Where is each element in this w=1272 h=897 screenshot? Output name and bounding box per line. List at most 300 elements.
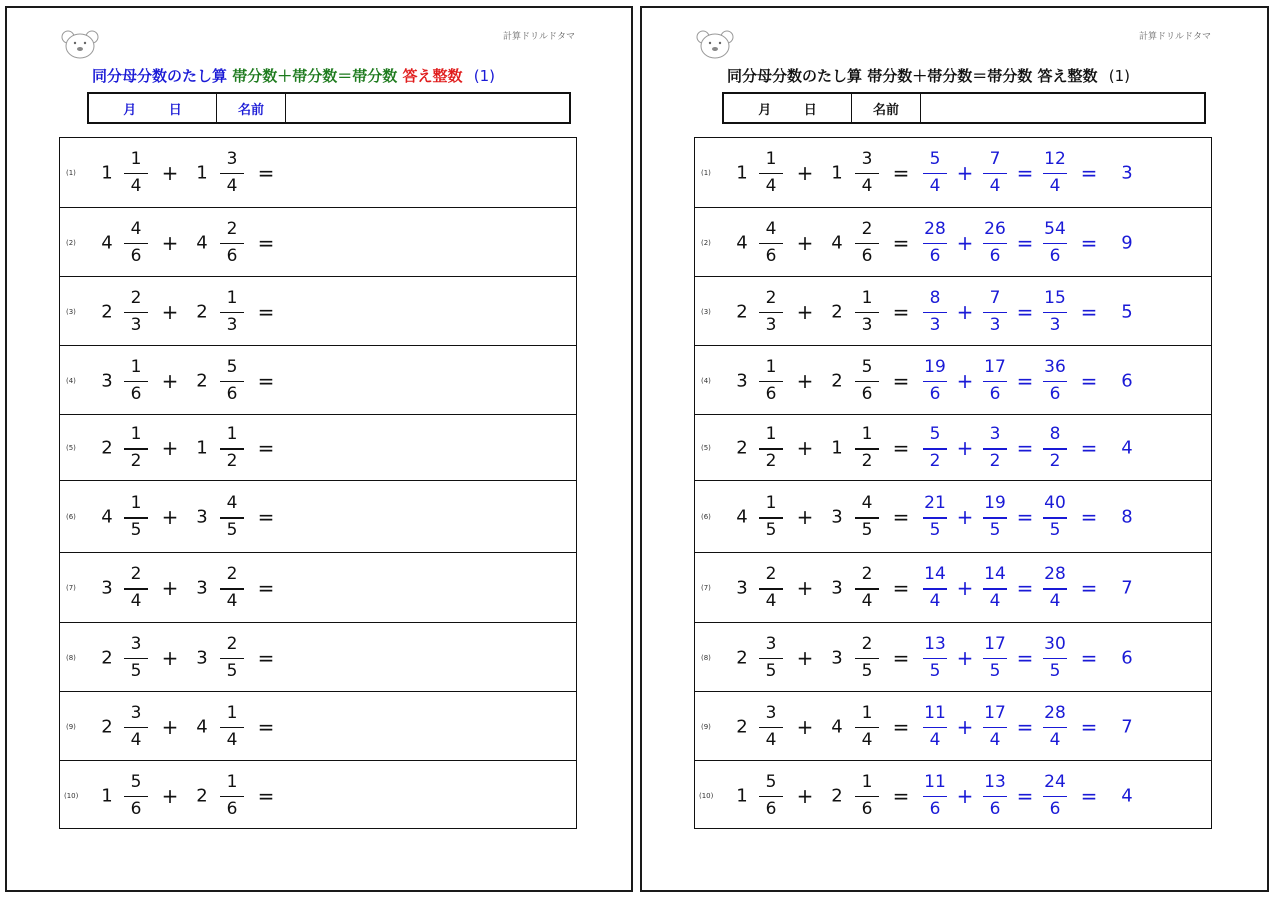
fraction-b (853, 287, 881, 337)
equals-sign: = (1016, 783, 1034, 808)
fraction-a-numerator: 2 (765, 564, 777, 584)
answer-value: 7 (1121, 577, 1133, 599)
fraction-a-numerator: 1 (765, 424, 777, 444)
improper-sum-numerator: 54 (1044, 218, 1066, 239)
fraction-b (853, 771, 881, 821)
fraction-a (757, 218, 785, 268)
improper-a-numerator: 14 (924, 564, 946, 584)
fraction-b (218, 287, 246, 337)
fraction-b-denominator: 5 (861, 520, 873, 540)
whole-a: 3 (101, 370, 113, 391)
name-label: 名前 (852, 94, 921, 122)
problem-row (695, 760, 1211, 829)
improper-a-numerator: 8 (929, 287, 941, 308)
improper-a-denominator: 6 (929, 245, 941, 266)
fraction-b-numerator: 3 (861, 148, 873, 169)
whole-b: 2 (196, 370, 208, 391)
improper-sum-denominator: 6 (1049, 383, 1061, 404)
plus-sign: + (796, 160, 814, 185)
improper-a-numerator: 19 (924, 356, 946, 377)
title-answer-type: 答え整数 (1037, 67, 1098, 85)
fraction-b (218, 702, 246, 752)
problem-row (695, 276, 1211, 345)
plus-sign: + (956, 299, 974, 324)
improper-b-numerator: 26 (984, 218, 1006, 239)
improper-b-denominator: 4 (989, 175, 1001, 196)
fraction-b-numerator: 1 (861, 702, 873, 723)
equals-sign: = (892, 436, 910, 460)
improper-a (921, 563, 949, 613)
month-label: 月 (123, 102, 137, 118)
equals-sign: = (257, 436, 275, 460)
fraction-a (122, 563, 150, 613)
whole-a: 2 (101, 647, 113, 668)
problem-number: (6) (66, 513, 76, 521)
problem-row (695, 622, 1211, 691)
plus-sign: + (161, 299, 179, 324)
fraction-a-denominator: 4 (765, 729, 777, 750)
whole-b: 1 (831, 437, 843, 459)
equals-sign: = (257, 783, 275, 808)
fraction-a-numerator: 4 (765, 218, 777, 239)
improper-a (921, 423, 949, 473)
fraction-a-denominator: 6 (130, 798, 142, 819)
improper-b-numerator: 17 (984, 633, 1006, 654)
problem-row (60, 691, 576, 760)
problem-number: (9) (701, 722, 711, 731)
improper-sum-numerator: 24 (1044, 771, 1066, 792)
improper-sum-denominator: 4 (1049, 729, 1061, 750)
improper-a-denominator: 3 (929, 314, 941, 335)
fraction-b-numerator: 5 (226, 356, 238, 377)
improper-b (981, 356, 1009, 406)
fraction-b-denominator: 5 (226, 660, 238, 681)
problem-grid (59, 137, 577, 829)
fraction-a-denominator: 6 (765, 798, 777, 819)
whole-a: 2 (101, 716, 113, 737)
problem-number: (4) (66, 376, 76, 385)
improper-b-denominator: 4 (989, 591, 1001, 611)
whole-a: 2 (101, 437, 113, 459)
improper-a-denominator: 2 (929, 451, 941, 471)
fraction-a-denominator: 6 (130, 245, 142, 266)
bear-logo-icon (59, 28, 101, 60)
improper-sum-denominator: 4 (1049, 175, 1061, 196)
fraction-b (218, 563, 246, 613)
plus-sign: + (161, 368, 179, 393)
fraction-a-denominator: 5 (130, 520, 142, 540)
fraction-a (757, 423, 785, 473)
equals-sign: = (892, 160, 910, 185)
improper-sum (1041, 287, 1069, 337)
fraction-b-denominator: 6 (861, 245, 873, 266)
equals-sign: = (1080, 714, 1098, 739)
equals-sign: = (1016, 368, 1034, 393)
problem-number: (6) (701, 513, 711, 521)
problem-number: (10) (64, 791, 79, 800)
improper-sum (1041, 633, 1069, 683)
fraction-a-denominator: 4 (765, 175, 777, 196)
improper-a-numerator: 13 (924, 633, 946, 654)
plus-sign: + (161, 576, 179, 600)
plus-sign: + (161, 714, 179, 739)
problem-number: (8) (701, 653, 711, 662)
improper-sum-denominator: 5 (1049, 660, 1061, 681)
improper-b-numerator: 7 (989, 287, 1001, 308)
date-cell (89, 94, 217, 122)
whole-b: 3 (196, 577, 208, 599)
improper-b (981, 148, 1009, 198)
fraction-a-numerator: 1 (765, 148, 777, 169)
plus-sign: + (956, 230, 974, 255)
whole-b: 1 (831, 162, 843, 183)
improper-b-denominator: 4 (989, 729, 1001, 750)
improper-b (981, 218, 1009, 268)
plus-sign: + (956, 783, 974, 808)
month-label: 月 (758, 102, 772, 118)
plus-sign: + (161, 436, 179, 460)
whole-b: 4 (196, 716, 208, 737)
equals-sign: = (1080, 505, 1098, 529)
name-field[interactable] (921, 94, 1204, 122)
fraction-a-denominator: 5 (765, 520, 777, 540)
name-date-box (87, 92, 571, 124)
fraction-a-denominator: 4 (130, 175, 142, 196)
fraction-b-numerator: 1 (226, 771, 238, 792)
fraction-b-denominator: 4 (861, 591, 873, 611)
problem-number: (8) (66, 653, 76, 662)
whole-b: 4 (831, 232, 843, 253)
equals-sign: = (257, 368, 275, 393)
plus-sign: + (796, 299, 814, 324)
fraction-b-denominator: 6 (226, 245, 238, 266)
whole-a: 3 (101, 577, 113, 599)
fraction-b (853, 423, 881, 473)
day-label: 日 (168, 102, 182, 118)
improper-sum-numerator: 30 (1044, 633, 1066, 654)
improper-b-denominator: 3 (989, 314, 1001, 335)
improper-sum (1041, 218, 1069, 268)
worksheet-title (92, 65, 495, 86)
fraction-b (853, 492, 881, 542)
improper-sum (1041, 148, 1069, 198)
fraction-a-numerator: 1 (130, 493, 142, 513)
fraction-b (218, 423, 246, 473)
fraction-a (757, 563, 785, 613)
fraction-a-numerator: 2 (765, 287, 777, 308)
fraction-b (853, 148, 881, 198)
whole-a: 2 (736, 301, 748, 322)
improper-a-denominator: 4 (929, 175, 941, 196)
fraction-b-denominator: 4 (226, 591, 238, 611)
equals-sign: = (892, 783, 910, 808)
fraction-a-denominator: 4 (765, 591, 777, 611)
fraction-b-denominator: 3 (226, 314, 238, 335)
whole-b: 1 (196, 437, 208, 459)
fraction-a-numerator: 3 (765, 633, 777, 654)
problem-number: (7) (66, 584, 76, 592)
whole-a: 2 (736, 647, 748, 668)
whole-a: 4 (736, 506, 748, 528)
plus-sign: + (161, 160, 179, 185)
answer-sheet (640, 6, 1269, 892)
fraction-b (853, 563, 881, 613)
whole-b: 3 (831, 647, 843, 668)
problem-row (60, 138, 576, 207)
fraction-a-numerator: 1 (130, 424, 142, 444)
equals-sign: = (257, 160, 275, 185)
improper-sum-denominator: 5 (1049, 520, 1061, 540)
improper-b (981, 287, 1009, 337)
problem-row (60, 552, 576, 622)
improper-b-numerator: 3 (989, 424, 1001, 444)
fraction-b-numerator: 4 (226, 493, 238, 513)
fraction-b-denominator: 4 (861, 729, 873, 750)
problem-number: (5) (701, 444, 711, 452)
fraction-a-numerator: 3 (765, 702, 777, 723)
improper-sum-numerator: 28 (1044, 564, 1066, 584)
fraction-b (853, 356, 881, 406)
fraction-b-numerator: 2 (226, 218, 238, 239)
fraction-a (757, 771, 785, 821)
title-number: (1) (473, 67, 495, 85)
improper-b-numerator: 17 (984, 356, 1006, 377)
problem-number: (3) (701, 307, 711, 316)
fraction-a-numerator: 1 (130, 148, 142, 169)
improper-b (981, 492, 1009, 542)
improper-a (921, 287, 949, 337)
improper-b-numerator: 7 (989, 148, 1001, 169)
equals-sign: = (257, 714, 275, 739)
improper-b-numerator: 14 (984, 564, 1006, 584)
whole-b: 3 (831, 506, 843, 528)
name-field[interactable] (286, 94, 569, 122)
whole-b: 4 (831, 716, 843, 737)
fraction-b-denominator: 6 (861, 383, 873, 404)
whole-a: 2 (101, 301, 113, 322)
problem-row (695, 138, 1211, 207)
equals-sign: = (1080, 299, 1098, 324)
fraction-a-numerator: 1 (765, 493, 777, 513)
improper-sum (1041, 423, 1069, 473)
fraction-b-denominator: 3 (861, 314, 873, 335)
improper-sum-numerator: 12 (1044, 148, 1066, 169)
equals-sign: = (1080, 230, 1098, 255)
plus-sign: + (796, 576, 814, 600)
fraction-a (122, 218, 150, 268)
whole-b: 2 (831, 370, 843, 391)
improper-sum (1041, 702, 1069, 752)
equals-sign: = (1016, 714, 1034, 739)
fraction-a (122, 423, 150, 473)
fraction-b-numerator: 2 (226, 633, 238, 654)
plus-sign: + (796, 714, 814, 739)
fraction-a (122, 148, 150, 198)
plus-sign: + (161, 505, 179, 529)
equals-sign: = (892, 645, 910, 670)
fraction-a (757, 287, 785, 337)
fraction-b-denominator: 4 (226, 729, 238, 750)
equals-sign: = (892, 368, 910, 393)
fraction-b-numerator: 1 (226, 702, 238, 723)
equals-sign: = (892, 576, 910, 600)
improper-b-denominator: 2 (989, 451, 1001, 471)
equals-sign: = (1016, 576, 1034, 600)
title-number: (1) (1108, 67, 1130, 85)
whole-a: 1 (736, 162, 748, 183)
answer-value: 7 (1121, 716, 1133, 737)
improper-b (981, 563, 1009, 613)
whole-a: 4 (101, 506, 113, 528)
whole-b: 2 (196, 301, 208, 322)
whole-b: 3 (196, 506, 208, 528)
plus-sign: + (956, 160, 974, 185)
problem-row (60, 622, 576, 691)
plus-sign: + (796, 368, 814, 393)
equals-sign: = (257, 645, 275, 670)
problem-row (60, 414, 576, 480)
plus-sign: + (796, 436, 814, 460)
problem-row (60, 760, 576, 829)
fraction-a-denominator: 5 (130, 660, 142, 681)
improper-a-denominator: 5 (929, 520, 941, 540)
problem-number: (1) (66, 168, 76, 177)
title-topic: 同分母分数のたし算 (92, 67, 228, 85)
problem-number: (10) (699, 791, 714, 800)
fraction-a-numerator: 3 (130, 702, 142, 723)
problem-row (60, 345, 576, 414)
answer-value: 5 (1121, 301, 1133, 322)
equals-sign: = (1016, 299, 1034, 324)
plus-sign: + (796, 230, 814, 255)
whole-b: 3 (196, 647, 208, 668)
problem-row (60, 480, 576, 552)
title-topic: 同分母分数のたし算 (727, 67, 863, 85)
improper-a (921, 148, 949, 198)
fraction-a (757, 492, 785, 542)
improper-b-numerator: 17 (984, 702, 1006, 723)
fraction-b (853, 702, 881, 752)
improper-b-numerator: 19 (984, 493, 1006, 513)
answer-value: 6 (1121, 370, 1133, 391)
fraction-b-denominator: 2 (226, 451, 238, 471)
fraction-a-numerator: 1 (765, 356, 777, 377)
answer-value: 3 (1121, 162, 1133, 183)
improper-b (981, 633, 1009, 683)
equals-sign: = (257, 576, 275, 600)
fraction-a-numerator: 2 (130, 287, 142, 308)
fraction-b (853, 218, 881, 268)
fraction-a-denominator: 6 (765, 383, 777, 404)
name-date-box (722, 92, 1206, 124)
title-answer-type: 答え整数 (402, 67, 463, 85)
fraction-b-denominator: 5 (861, 660, 873, 681)
improper-a-numerator: 5 (929, 424, 941, 444)
improper-a-denominator: 6 (929, 383, 941, 404)
improper-a-numerator: 28 (924, 218, 946, 239)
improper-a (921, 492, 949, 542)
fraction-b-denominator: 6 (861, 798, 873, 819)
fraction-a-denominator: 2 (765, 451, 777, 471)
plus-sign: + (956, 436, 974, 460)
improper-a (921, 771, 949, 821)
bear-logo-icon (694, 28, 736, 60)
improper-sum (1041, 771, 1069, 821)
improper-sum-numerator: 8 (1049, 424, 1061, 444)
improper-sum (1041, 563, 1069, 613)
fraction-b-numerator: 1 (861, 771, 873, 792)
equals-sign: = (1016, 645, 1034, 670)
improper-a (921, 218, 949, 268)
fraction-b-denominator: 4 (226, 175, 238, 196)
fraction-b-denominator: 4 (861, 175, 873, 196)
whole-a: 2 (736, 437, 748, 459)
whole-a: 1 (736, 785, 748, 806)
improper-a-denominator: 5 (929, 660, 941, 681)
problem-row (60, 276, 576, 345)
fraction-b (218, 771, 246, 821)
improper-sum-numerator: 15 (1044, 287, 1066, 308)
whole-a: 3 (736, 370, 748, 391)
improper-b-denominator: 5 (989, 660, 1001, 681)
equals-sign: = (892, 230, 910, 255)
fraction-b-denominator: 6 (226, 798, 238, 819)
plus-sign: + (796, 645, 814, 670)
fraction-b-numerator: 5 (861, 356, 873, 377)
improper-a-numerator: 11 (924, 771, 946, 792)
problem-row (695, 345, 1211, 414)
fraction-b-numerator: 4 (861, 493, 873, 513)
fraction-a (122, 287, 150, 337)
fraction-b-denominator: 5 (226, 520, 238, 540)
fraction-a (122, 633, 150, 683)
equals-sign: = (1016, 230, 1034, 255)
improper-b-denominator: 6 (989, 245, 1001, 266)
plus-sign: + (796, 505, 814, 529)
equals-sign: = (1080, 576, 1098, 600)
plus-sign: + (161, 783, 179, 808)
fraction-b (218, 633, 246, 683)
fraction-a-denominator: 4 (130, 591, 142, 611)
brand-label: 計算ドリルドタマ (1138, 32, 1211, 42)
equals-sign: = (1080, 783, 1098, 808)
equals-sign: = (1080, 645, 1098, 670)
problem-row (695, 691, 1211, 760)
whole-b: 2 (831, 785, 843, 806)
improper-b (981, 702, 1009, 752)
fraction-a-numerator: 1 (130, 356, 142, 377)
improper-b-denominator: 6 (989, 798, 1001, 819)
improper-sum-numerator: 28 (1044, 702, 1066, 723)
fraction-a-denominator: 2 (130, 451, 142, 471)
plus-sign: + (956, 714, 974, 739)
whole-a: 3 (736, 577, 748, 599)
name-label: 名前 (217, 94, 286, 122)
improper-a (921, 633, 949, 683)
problem-row (695, 552, 1211, 622)
problem-number: (9) (66, 722, 76, 731)
whole-b: 4 (196, 232, 208, 253)
fraction-b-numerator: 1 (861, 287, 873, 308)
whole-b: 2 (831, 301, 843, 322)
fraction-a-denominator: 3 (765, 314, 777, 335)
fraction-b-numerator: 1 (226, 424, 238, 444)
problem-number: (2) (701, 238, 711, 247)
fraction-b-numerator: 2 (226, 564, 238, 584)
improper-sum-denominator: 3 (1049, 314, 1061, 335)
whole-a: 1 (101, 785, 113, 806)
fraction-b-numerator: 2 (861, 564, 873, 584)
